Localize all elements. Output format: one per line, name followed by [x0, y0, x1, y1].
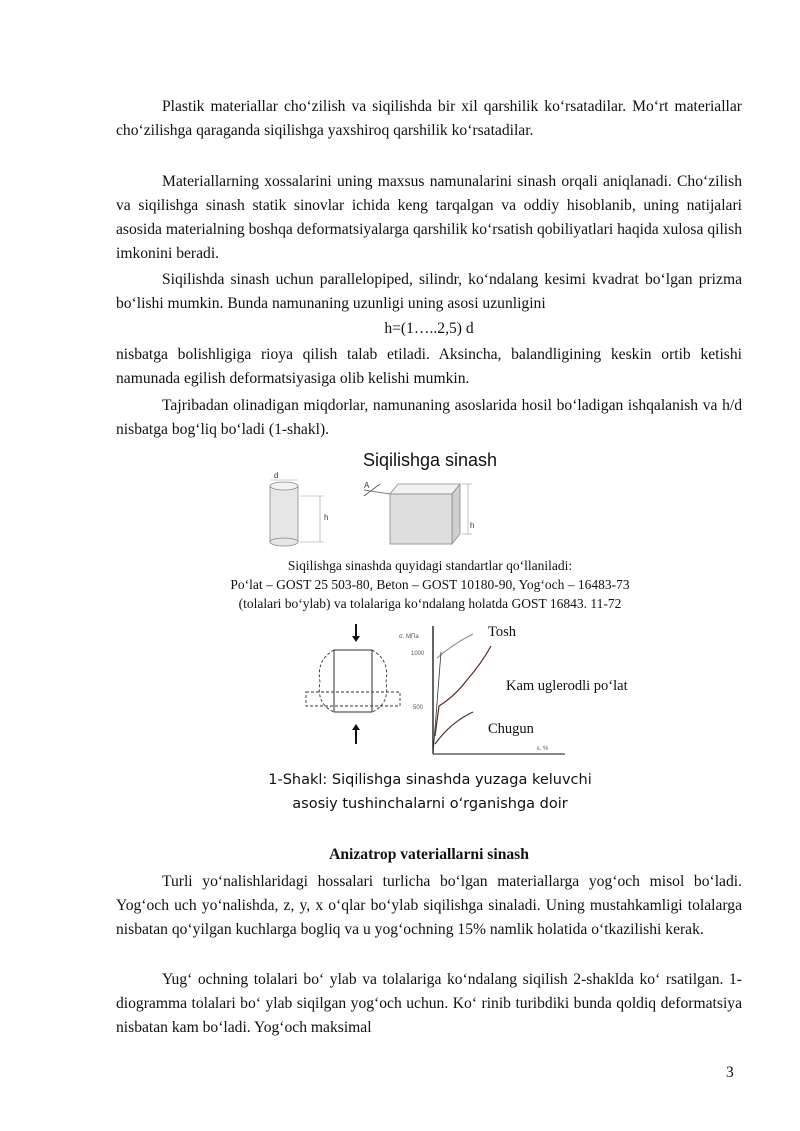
- x-axis-label: ε, %: [537, 746, 549, 752]
- standards-block: [180, 556, 680, 613]
- specimen-diagram: [260, 472, 500, 552]
- paragraph-4: [116, 343, 742, 391]
- arrow-up-icon: [352, 724, 360, 744]
- paragraph-1-text: Plastik materiallar cho‘zilish va siqilishda bir xil qarshilik ko‘rsatadilar. Mo‘rt materiallar cho‘zilishga qaraganda siqilishga yaxshiroq qarshilik ko‘rsatadilar.: [116, 98, 742, 139]
- tick-500: 500: [413, 705, 424, 711]
- paragraph-2-text: Materiallarning xossalarini uning maxsus namunalarini sinash orqali aniqlanadi. Cho‘zilish va siqilishga sinash statik sinovlar ichida keng tarqalgan va oddiy hisoblanib, uning natijalari asosida materialning boshqa deformatsiyalarga qarshilik ko‘rsatish qobiliyatlari haqida xulosa qilish imkonini beradi.: [116, 173, 742, 262]
- label-h-prism: h: [470, 521, 475, 530]
- label-d: d: [274, 472, 279, 480]
- figure-caption: [180, 768, 680, 816]
- label-steel: Kam uglerodli po‘lat: [506, 678, 628, 694]
- caption-line-1: 1-Shakl: Siqilishga sinashda yuzaga keluvchi: [268, 772, 592, 788]
- paragraph-4-text: nisbatga bolishligiga rioya qilish talab etiladi. Aksincha, balandligining keskin ortib ketishi namunada egilish deformatsiyasiga olib kelishi mumkin.: [116, 346, 742, 387]
- prism-specimen: [364, 484, 475, 544]
- paragraph-5: [116, 394, 742, 442]
- standards-line-2: Po‘lat – GOST 25 503-80, Beton – GOST 10180-90, Yog‘och – 16483-73: [230, 577, 630, 592]
- arrow-down-icon: [352, 624, 360, 642]
- caption-line-2: asosiy tushinchalarni o‘rganishga doir: [292, 796, 568, 812]
- label-tosh: Tosh: [488, 624, 516, 640]
- paragraph-3-text: Siqilishda sinash uchun parallelopiped, silindr, ko‘ndalang kesimi kvadrat bo‘lgan prizma bo‘lishi mumkin. Bunda namunaning uzunligi uning asosi uzunligini: [116, 271, 742, 312]
- label-A: A: [364, 481, 370, 490]
- paragraph-1: [116, 95, 742, 143]
- label-chugun: Chugun: [488, 721, 534, 737]
- compression-sketch: [298, 620, 408, 750]
- paragraph-7-text: Yug‘ ochning tolalari bo‘ ylab va tolalariga ko‘ndalang siqilish 2-shaklda ko‘ rsatilgan. 1-diogramma tolalari bo‘ ylab siqilgan yog‘och uchun. Ko‘ rinib turibdiki bunda qoldiq deformatsiya nisbatan kam bo‘ladi. Yog‘och maksimal: [116, 971, 742, 1036]
- figure-title: Siqilishga sinash: [362, 450, 498, 470]
- paragraph-5-text: Tajribadan olinadigan miqdorlar, namunaning asoslarida hosil bo‘ladigan ishqalanish va h/d nisbatga bog‘liq bo‘ladi (1-shakl).: [116, 397, 742, 438]
- specimen-outline: [306, 650, 400, 712]
- paragraph-2: [116, 170, 742, 266]
- section-heading: Anizatrop vateriallarni sinash: [329, 846, 529, 863]
- tick-1000: 1000: [411, 651, 425, 657]
- paragraph-6: [116, 870, 742, 942]
- standards-line-1: Siqilishga sinashda quyidagi standartlar qo‘llaniladi:: [287, 558, 573, 573]
- curve-chugun: [435, 712, 473, 744]
- cylinder-specimen: [270, 480, 324, 546]
- page-number: 3: [726, 1064, 734, 1081]
- y-axis-label: σ, MПа: [399, 634, 419, 640]
- paragraph-7: [116, 968, 742, 1040]
- curve-tosh: [437, 634, 473, 658]
- paragraph-3: [116, 268, 742, 316]
- label-h-cylinder: h: [324, 513, 329, 522]
- standards-line-3: (tolalari bo‘ylab) va tolalariga ko‘ndalang holatda GOST 16843. 11-72: [238, 596, 622, 611]
- paragraph-6-text: Turli yo‘nalishlaridagi hossalari turlicha bo‘lgan materiallarga yog‘och misol bo‘ladi. Yog‘och uch yo‘nalishda, z, y, x o‘qlar bo‘ylab siqilishga sinaladi. Uning mustahkamligi tolalarga nisbatan qo‘yilgan kuchlarga bogliq va u yog‘ochning 15% namlik holatida o‘tkazilishi kerak.: [116, 873, 742, 938]
- formula: h=(1…..2,5) d: [384, 320, 474, 337]
- curve-steel: [435, 646, 491, 736]
